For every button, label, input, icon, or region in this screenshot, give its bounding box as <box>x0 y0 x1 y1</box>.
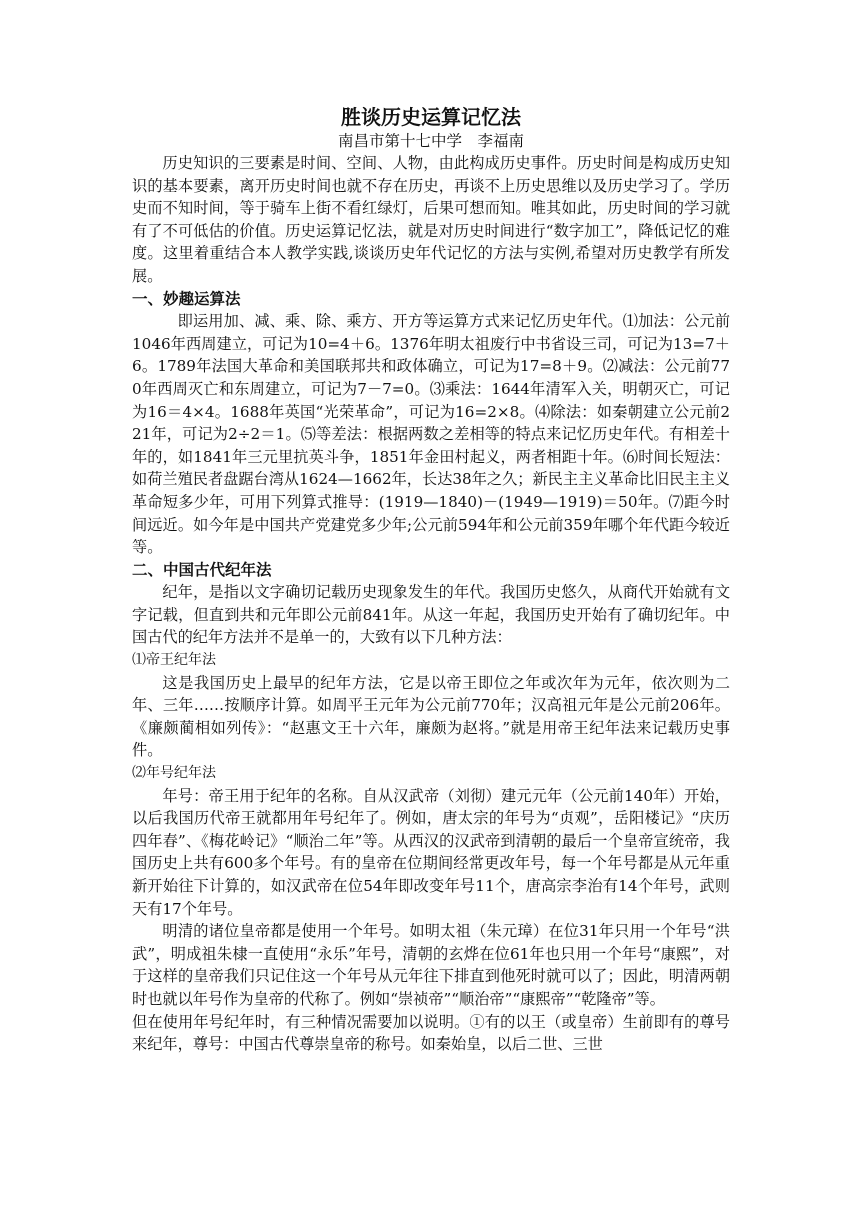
document-page <box>132 104 730 1056</box>
section2-heading: 二、中国古代纪年法 <box>132 560 272 579</box>
subsection1-paragraph: 这是我国历史上最早的纪年方法，它是以帝王即位之年或次年为元年，依次则为二年、三年……按顺序计算。如周平王元年为公元前770年；汉高祖元年是公元前206年。《廉颇蔺相如列传》：“赵惠文王十六年，廉颇为赵将。”就是用帝王纪年法来记载历史事件。 <box>132 673 730 760</box>
subsection2-paragraph-2: 明清的诸位皇帝都是使用一个年号。如明太祖（朱元璋）在位31年只用一个年号“洪武”，明成祖朱棣一直使用“永乐”年号，清朝的玄烨在位61年也只用一个年号“康熙”，对于这样的皇帝我们只记住这一个年号从元年往下排直到他死时就可以了；因此，明清两朝时也就以年号作为皇帝的代称了。例如“崇祯帝”“顺治帝”“康熙帝”“乾隆帝”等。 <box>132 922 730 1008</box>
subsection2-paragraph-1: 年号：帝王用于纪年的名称。自从汉武帝（刘彻）建元元年（公元前140年）开始，以后我国历代帝王就都用年号纪年了。例如，唐太宗的年号为“贞观”，岳阳楼记》“庆历四年春”、《梅花岭记》“顺治二年”等。从西汉的汉武帝到清朝的最后一个皇帝宣统帝，我国历史上共有600多个年号。有的皇帝在位期间经常更改年号，每一个年号都是从元年重新开始往下计算的，如汉武帝在位54年即改变年号11个，唐高宗李治有14个年号，武则天有17个年号。 <box>132 786 730 918</box>
section1-paragraph: 即运用加、减、乘、除、乘方、开方等运算方式来记忆历史年代。⑴加法：公元前1046年西周建立，可记为10=4＋6。1376年明太祖废行中书省设三司，可记为13=7＋6。1789年法国大革命和美国联邦共和政体确立，可记为17=8＋9。⑵减法：公元前770年西周灭亡和东周建立，可记为7－7=0。⑶乘法：1644年清军入关，明朝灭亡，可记为16＝4×4。1688年英国“光荣革命”，可记为16=2×8。⑷除法：如秦朝建立公元前221年，可记为2÷2＝1。⑸等差法：根据两数之差相等的特点来记忆历史年代。有相差十年的，如1841年三元里抗英斗争，1851年金田村起义，两者相距十年。⑹时间长短法：如荷兰殖民者盘踞台湾从1624—1662年，长达38年之久；新民主主义革命比旧民主主义革命短多少年，可用下列算式推导：(1919—1840)－(1949—1919)＝50年。⑺距今时间远近。如今年是中国共产党建党多少年;公元前594年和公元前359年哪个年代距今较近等。 <box>132 312 730 557</box>
subsection2-paragraph-3: 但在使用年号纪年时，有三种情况需要加以说明。①有的以王（或皇帝）生前即有的尊号来纪年，尊号：中国古代尊崇皇帝的称号。如秦始皇，以后二世、三世 <box>132 1012 730 1054</box>
intro-paragraph: 历史知识的三要素是时间、空间、人物，由此构成历史事件。历史时间是构成历史知识的基本要素，离开历史时间也就不存在历史，再谈不上历史思维以及历史学习了。学历史而不知时间，等于骑车上街不看红绿灯，后果可想而知。唯其如此，历史时间的学习就有了不可低估的价值。历史运算记忆法，就是对历史时间进行“数字加工”，降低记忆的难度。这里着重结合本人教学实践,谈谈历史年代记忆的方法与实例,希望对历史教学有所发展。 <box>132 154 730 285</box>
section1-heading: 一、妙趣运算法 <box>132 289 241 308</box>
subsection1-heading: ⑴帝王纪年法 <box>132 652 216 669</box>
document-title: 胜谈历史运算记忆法 <box>341 105 521 129</box>
subsection2-heading: ⑵年号纪年法 <box>132 765 216 782</box>
author-line: 南昌市第十七中学 李福南 <box>337 132 524 150</box>
section2-intro-paragraph: 纪年，是指以文字确切记载历史现象发生的年代。我国历史悠久，从商代开始就有文字记载，但直到共和元年即公元前841年。从这一年起，我国历史开始有了确切纪年。中国古代的纪年方法并不是单一的，大致有以下几种方法： <box>132 583 730 647</box>
